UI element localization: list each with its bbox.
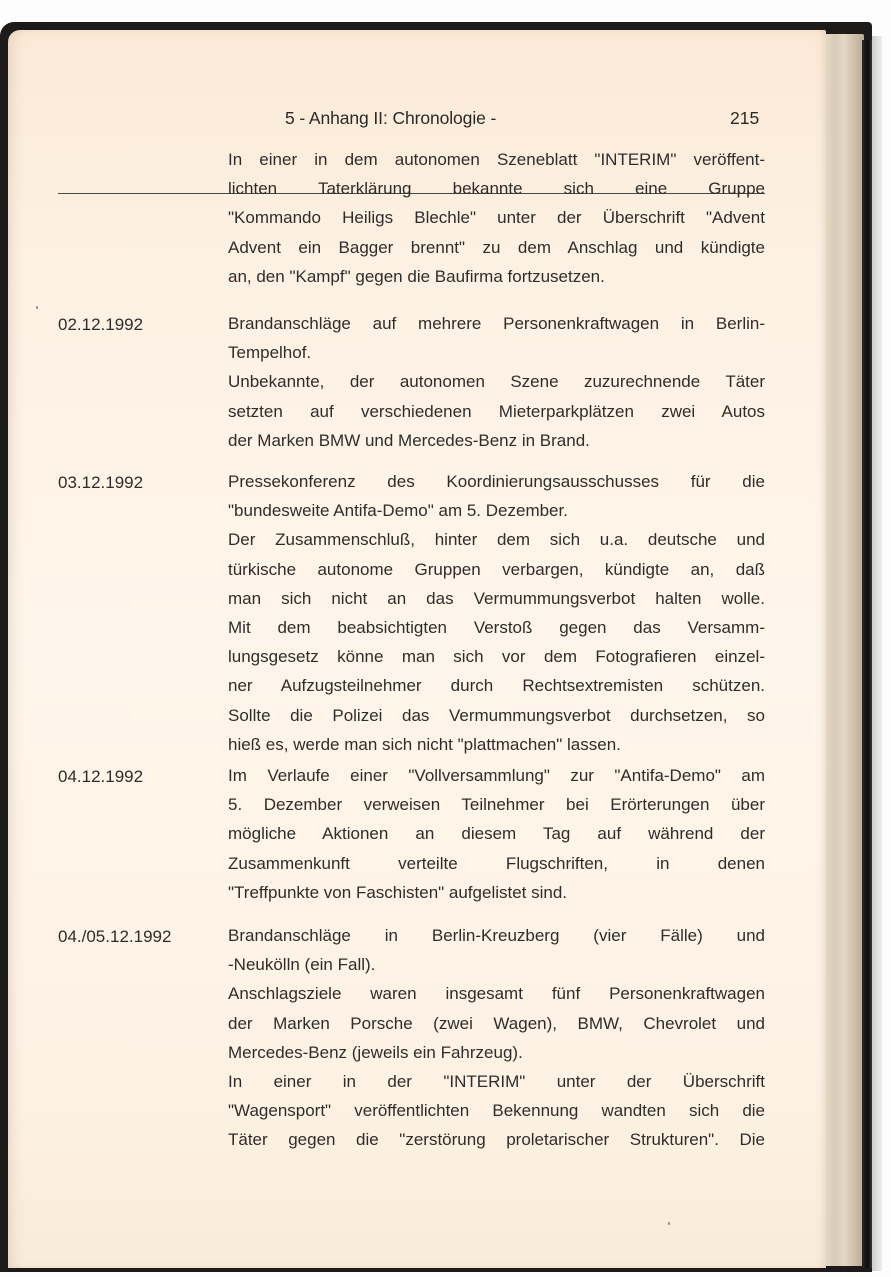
text-line: Mercedes-Benz (jeweils ein Fahrzeug). bbox=[228, 1042, 523, 1062]
text-line: mögliche Aktionen an diesem Tag auf während der bbox=[228, 824, 765, 844]
text-line: Sollte die Polizei das Vermummungsverbot durchsetzen, so bbox=[228, 705, 765, 725]
text-line: Brandanschläge auf mehrere Personenkraftwagen in Berlin- bbox=[228, 314, 765, 333]
binding-edge bbox=[862, 40, 872, 1268]
text-line: Täter gegen die "zerstörung proletarischer Strukturen". Die bbox=[228, 1130, 765, 1150]
entry-body bbox=[228, 309, 765, 455]
entry-paragraph bbox=[228, 367, 765, 455]
entry-date: 04.12.1992 bbox=[58, 767, 144, 786]
text-line: Der Zusammenschluß, hinter dem sich u.a. deutsche und bbox=[228, 530, 765, 550]
entry-body bbox=[228, 145, 765, 291]
entry-body bbox=[228, 921, 765, 1155]
entry-paragraph bbox=[228, 1067, 765, 1155]
entry-body bbox=[228, 761, 765, 907]
scan-speck bbox=[36, 306, 38, 309]
entry-paragraph bbox=[228, 145, 765, 291]
text-line: "Wagensport" veröffentlichten Bekennung wandten sich die bbox=[228, 1101, 765, 1121]
text-line: "Treffpunkte von Faschisten" aufgelistet sind. bbox=[228, 882, 568, 902]
scan-speck bbox=[668, 1222, 670, 1225]
entry-paragraph bbox=[228, 309, 765, 367]
text-line: Advent ein Bagger brennt" zu dem Anschlag und kündigte bbox=[228, 237, 765, 257]
text-line: lungsgesetz könne man sich vor dem Fotografieren einzel- bbox=[228, 647, 765, 667]
text-line: Brandanschläge in Berlin-Kreuzberg (vier Fälle) und bbox=[228, 926, 765, 945]
entry-paragraph bbox=[228, 467, 765, 525]
text-line: Mit dem beabsichtigten Verstoß gegen das Versamm- bbox=[228, 617, 765, 637]
entry-date: 03.12.1992 bbox=[58, 473, 144, 492]
text-line: ner Aufzugsteilnehmer durch Rechtsextremisten schützen. bbox=[228, 676, 765, 696]
text-line: setzten auf verschiedenen Mieterparkplätzen zwei Autos bbox=[228, 401, 765, 421]
text-line: Zusammenkunft verteilte Flugschriften, in denen bbox=[228, 853, 765, 873]
text-line: man sich nicht an das Vermummungsverbot halten wolle. bbox=[228, 588, 765, 608]
text-line: der Marken Porsche (zwei Wagen), BMW, Chevrolet und bbox=[228, 1013, 765, 1033]
page-number: 215 bbox=[730, 108, 760, 128]
text-line: türkische autonome Gruppen verbargen, kündigte an, daß bbox=[228, 559, 765, 579]
text-line: Tempelhof. bbox=[228, 343, 312, 363]
text-line: In einer in der "INTERIM" unter der Überschrift bbox=[228, 1071, 765, 1091]
text-line: Im Verlaufe einer "Vollversammlung" zur "Antifa-Demo" am bbox=[228, 766, 765, 785]
chronology-entries bbox=[8, 30, 826, 1268]
entry-date: 04./05.12.1992 bbox=[58, 927, 172, 946]
entry-paragraph bbox=[228, 761, 765, 907]
entry-date: 02.12.1992 bbox=[58, 315, 144, 334]
text-line: Anschlagsziele waren insgesamt fünf Personenkraftwagen bbox=[228, 984, 765, 1004]
text-line: lichten Taterklärung bekannte sich eine Gruppe bbox=[228, 179, 765, 199]
entry-paragraph bbox=[228, 525, 765, 759]
entry-paragraph bbox=[228, 921, 765, 979]
text-line: Pressekonferenz des Koordinierungsausschusses für die bbox=[228, 472, 765, 491]
text-line: -Neukölln (ein Fall). bbox=[228, 955, 376, 975]
text-line: 5. Dezember verweisen Teilnehmer bei Erörterungen über bbox=[228, 795, 765, 815]
running-title: 5 - Anhang II: Chronologie - bbox=[285, 108, 497, 128]
text-line: hieß es, werde man sich nicht "plattmachen" lassen. bbox=[228, 734, 621, 754]
page-stack-edge bbox=[820, 34, 864, 1266]
text-line: der Marken BMW und Mercedes-Benz in Brand. bbox=[228, 430, 590, 450]
text-line: an, den "Kampf" gegen die Baufirma fortzusetzen. bbox=[228, 266, 605, 286]
text-line: Unbekannte, der autonomen Szene zuzurechnende Täter bbox=[228, 372, 765, 392]
entry-paragraph bbox=[228, 979, 765, 1067]
book-page bbox=[8, 30, 826, 1268]
text-line: In einer in dem autonomen Szeneblatt "INTERIM" veröffent- bbox=[228, 150, 765, 169]
text-line: "Kommando Heiligs Blechle" unter der Überschrift "Advent bbox=[228, 208, 765, 228]
text-line: "bundesweite Antifa-Demo" am 5. Dezember. bbox=[228, 501, 568, 521]
scan-shadow bbox=[872, 36, 882, 1271]
entry-body bbox=[228, 467, 765, 759]
